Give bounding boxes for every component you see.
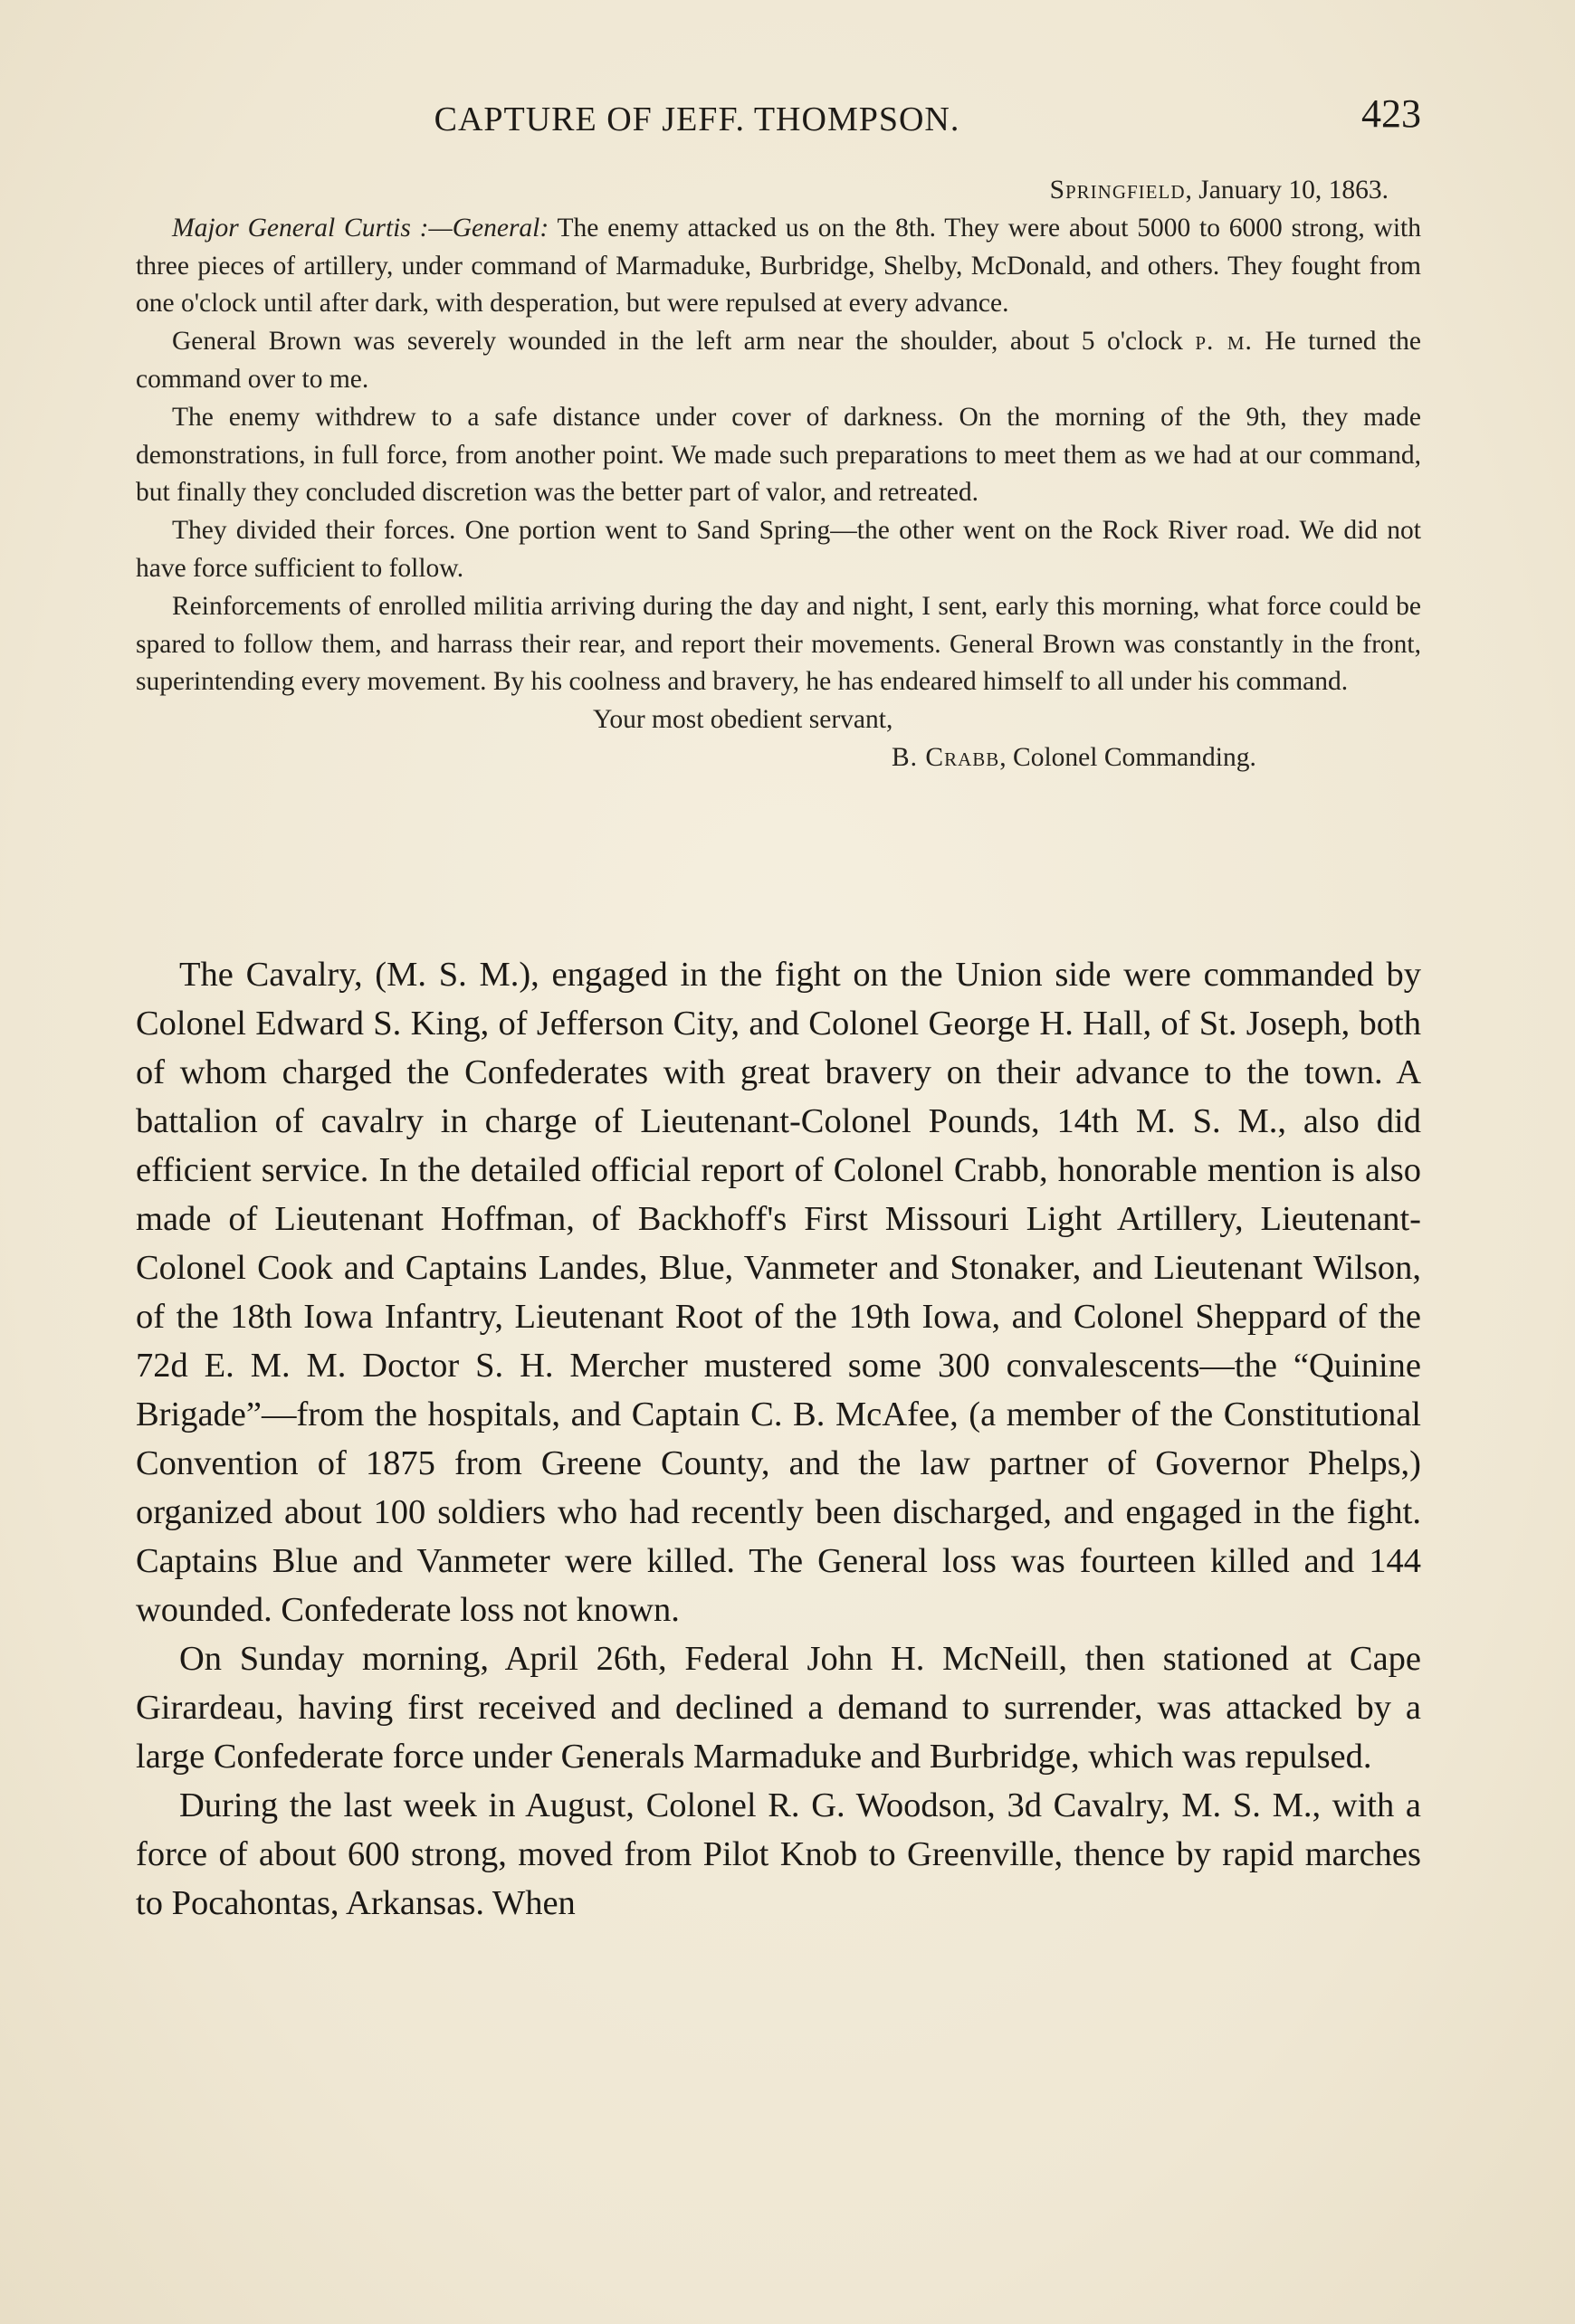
running-title: CAPTURE OF JEFF. THOMPSON. <box>434 100 960 138</box>
letter-dateline <box>136 172 1421 210</box>
body-paragraph: The Cavalry, (M. S. M.), engaged in the fight on the Union side were commanded by Colonel Edward S. King, of Jefferson City, and Colonel George H. Hall, of St. Joseph, both of whom charged the Confederates with great bravery on their advance to the town. A battalion of cavalry in charge of Lieutenant-Colonel Pounds, 14th M. S. M., also did efficient service. In the detailed official report of Colonel Crabb, honorable mention is also made of Lieutenant Hoffman, of Backhoff's First Missouri Light Artillery, Lieutenant-Colonel Cook and Captains Landes, Blue, Vanmeter and Stonaker, and Lieutenant Wilson, of the 18th Iowa Infantry, Lieutenant Root of the 19th Iowa, and Colonel Sheppard of the 72d E. M. M. Doctor S. H. Mercher mustered some 300 convalescents—the “Quinine Brigade”—from the hospitals, and Captain C. B. McAfee, (a member of the Constitutional Convention of 1875 from Greene County, and the law partner of Governor Phelps,) organized about 100 soldiers who had recently been discharged, and engaged in the fight. Captains Blue and Vanmeter were killed. The General loss was fourteen killed and 144 wounded. Confederate loss not known. <box>136 956 1421 1629</box>
quoted-letter <box>136 172 1421 777</box>
body-paragraph: On Sunday morning, April 26th, Federal John H. McNeill, then stationed at Cape Girardeau, having first received and declined a demand to surrender, was attacked by a large Confederate force under Generals Marmaduke and Burbridge, which was repulsed. <box>136 1640 1421 1776</box>
letter-paragraph: Reinforcements of enrolled militia arriving during the day and night, I sent, early this morning, what force could be spared to follow them, and harrass their rear, and report their movements. General Brown was constantly in the front, superintending every movement. By his coolness and bravery, he has endeared himself to all under his command. <box>136 591 1421 697</box>
letter-place: Springfield <box>1049 176 1186 205</box>
letter-paragraph: General Brown was severely wounded in the left arm near the shoulder, about 5 o'clock p. m. He turned the command over to me. <box>136 327 1421 394</box>
letter-date: , January 10, 1863. <box>1185 176 1389 205</box>
letter-paragraph: The enemy withdrew to a safe distance under cover of darkness. On the morning of the 9th, they made demonstrations, in full force, from another point. We made such preparations to meet them as we had at our command, but finally they concluded discretion was the better part of valor, and retreated. <box>136 402 1421 508</box>
body-paragraph: During the last week in August, Colonel R. G. Woodson, 3d Cavalry, M. S. M., with a force of about 600 strong, moved from Pilot Knob to Greenville, thence by rapid marches to Pocahontas, Arkansas. When <box>136 1786 1421 1922</box>
letter-paragraph: Major General Curtis :—General: The enemy attacked us on the 8th. They were about 5000 to 6000 strong, with three pieces of artillery, under command of Marmaduke, Burbridge, Shelby, McDonald, and others. They fought from one o'clock until after dark, with desperation, but were repulsed at every advance. <box>136 213 1422 319</box>
letter-paragraph: They divided their forces. One portion went to Sand Spring—the other went on the Rock River road. We did not have force sufficient to follow. <box>136 516 1421 583</box>
signer-title: , Colonel Commanding. <box>999 742 1256 772</box>
letter-closing: Your most obedient servant, <box>593 705 893 735</box>
pm-abbrev: p. m. <box>1195 327 1253 357</box>
running-header <box>136 90 1421 145</box>
body-text <box>136 950 1421 1928</box>
letter-signature <box>136 739 1421 777</box>
letter-salutation: Major General Curtis :—General: <box>172 213 549 243</box>
signer-name: B. Crabb <box>892 742 1000 772</box>
page-number: 423 <box>1361 91 1421 136</box>
